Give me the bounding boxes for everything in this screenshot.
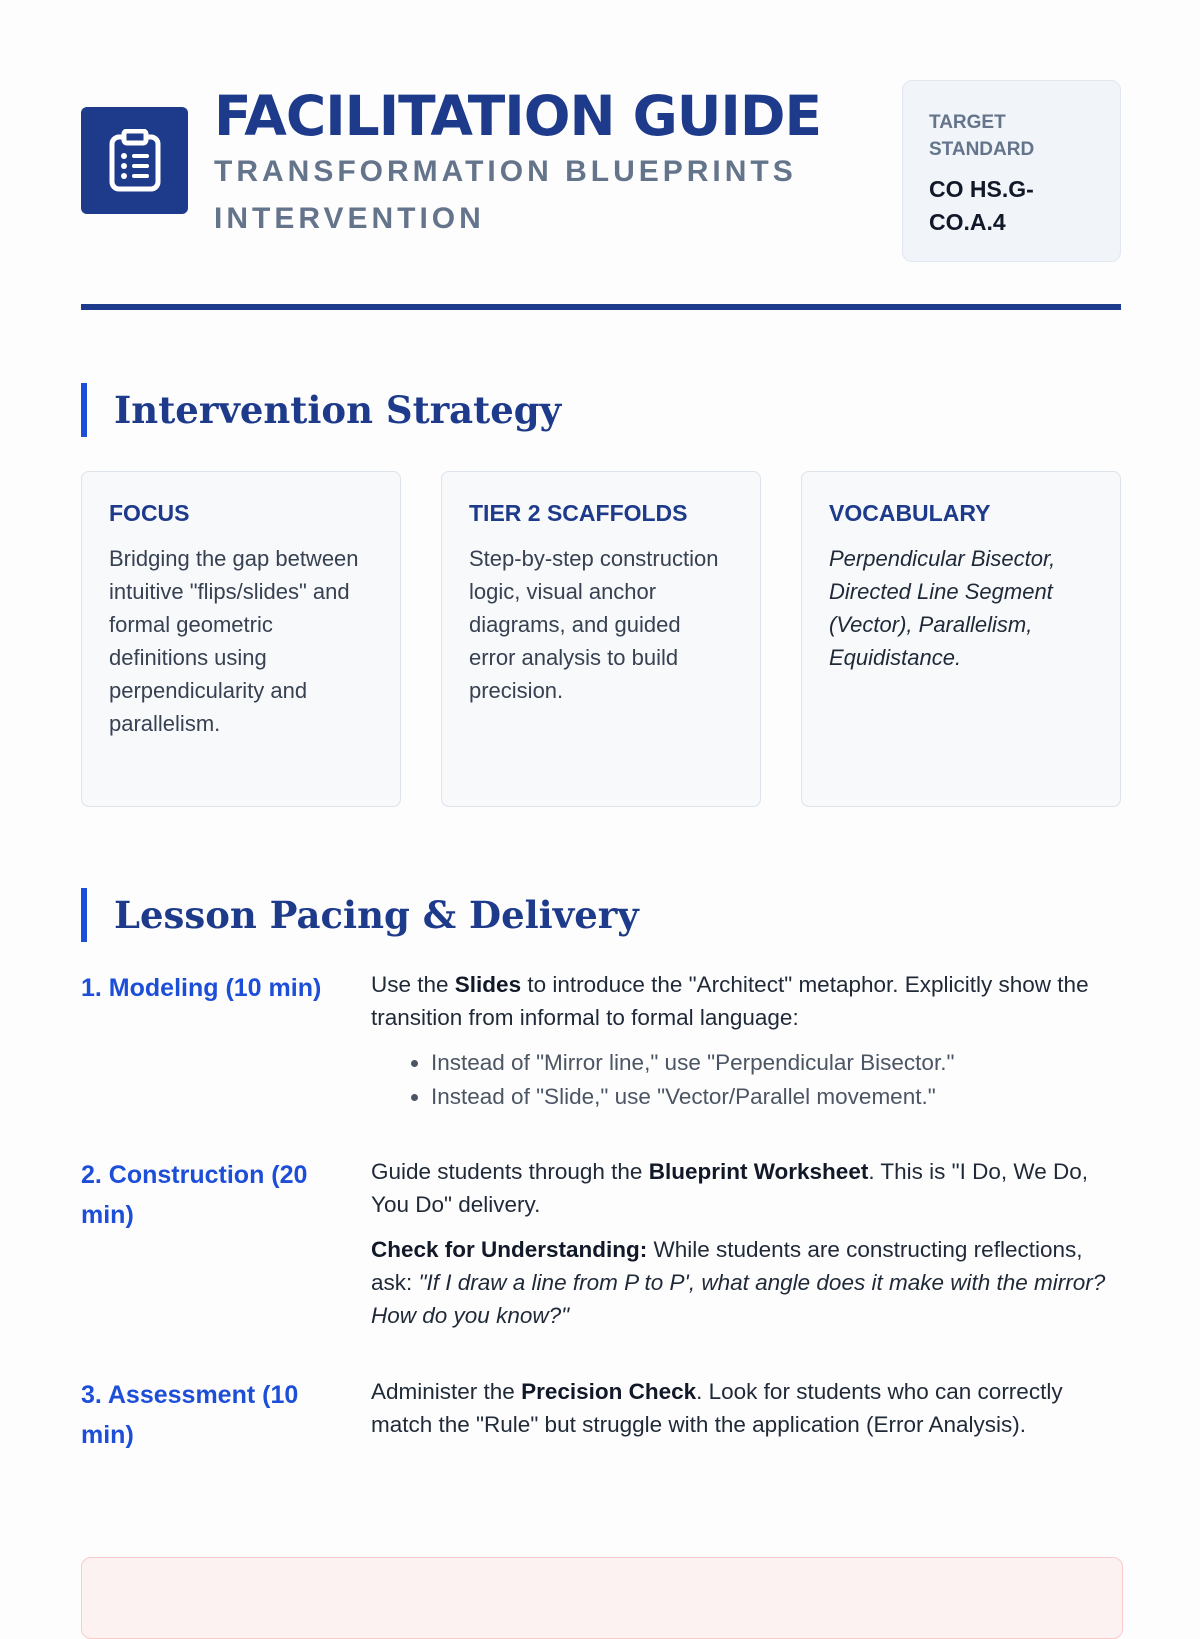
title-block [214, 84, 854, 242]
target-standard-label: TARGET STANDARD [929, 112, 1035, 160]
construction-label: 2. Construction (20 min) [81, 1161, 308, 1229]
lesson-pacing-heading: Lesson Pacing & Delivery [81, 888, 639, 942]
assessment-body [371, 1375, 1121, 1453]
assessment-text-c: . Look for students who can correctly match the "Rule" but struggle with the application (Error Analysis). [371, 1379, 1063, 1437]
vocabulary-card [801, 471, 1121, 807]
target-standard-card [902, 80, 1121, 262]
intervention-strategy-heading: Intervention Strategy [81, 383, 561, 437]
slides-term: Slides [454, 972, 522, 997]
vocabulary-card-title: VOCABULARY [829, 500, 991, 526]
focus-card [81, 471, 401, 807]
list-item: • Instead of "Slide," use "Vector/Parallel movement." [431, 1080, 1121, 1114]
check-understanding-text [371, 1233, 1121, 1332]
modeling-label: 1. Modeling (10 min) [81, 974, 322, 1002]
modeling-text-a: Use the [371, 972, 455, 997]
page-title: FACILITATION GUIDE [214, 84, 822, 148]
scaffolds-card-text: Step-by-step construction logic, visual anchor diagrams, and guided error analysis to build precision. [469, 546, 719, 703]
strategy-cards [81, 471, 1121, 807]
check-understanding-question: "If I draw a line from P to P', what angle does it make with the mirror? How do you know?" [371, 1270, 1106, 1328]
blueprint-worksheet-term: Blueprint Worksheet [648, 1159, 869, 1184]
header-divider [81, 304, 1121, 310]
alert-box [81, 1557, 1123, 1639]
page-subtitle: TRANSFORMATION BLUEPRINTS INTERVENTION [214, 155, 797, 235]
assessment-text [371, 1375, 1121, 1441]
construction-body [371, 1155, 1121, 1344]
check-understanding-text-b: While students are constructing reflections, ask: [371, 1237, 1083, 1295]
target-standard-value: CO HS.G-CO.A.4 [929, 176, 1034, 235]
modeling-body [371, 968, 1121, 1114]
modeling-bullets [371, 1046, 1121, 1114]
modeling-text [371, 968, 1121, 1034]
scaffolds-card [441, 471, 761, 807]
construction-text-a: Guide students through the [371, 1159, 649, 1184]
precision-check-term: Precision Check [521, 1379, 697, 1404]
construction-text [371, 1155, 1121, 1221]
list-item: • Instead of "Mirror line," use "Perpendicular Bisector." [431, 1046, 1121, 1080]
clipboard-list-icon [81, 107, 188, 214]
assessment-text-a: Administer the [371, 1379, 522, 1404]
header [81, 80, 1121, 264]
focus-card-text: Bridging the gap between intuitive "flips/slides" and formal geometric definitions using perpendicularity and parallelism. [109, 546, 359, 736]
scaffolds-card-title: TIER 2 SCAFFOLDS [469, 500, 688, 526]
vocabulary-card-text: Perpendicular Bisector, Directed Line Segment (Vector), Parallelism, Equidistance. [829, 546, 1056, 670]
modeling-text-c: to introduce the "Architect" metaphor. Explicitly show the transition from informal to formal language: [371, 972, 1089, 1030]
construction-text-c: . This is "I Do, We Do, You Do" delivery. [371, 1159, 1089, 1217]
focus-card-title: FOCUS [109, 500, 190, 526]
check-understanding-label: Check for Understanding: [371, 1237, 648, 1262]
assessment-label: 3. Assessment (10 min) [81, 1381, 299, 1449]
